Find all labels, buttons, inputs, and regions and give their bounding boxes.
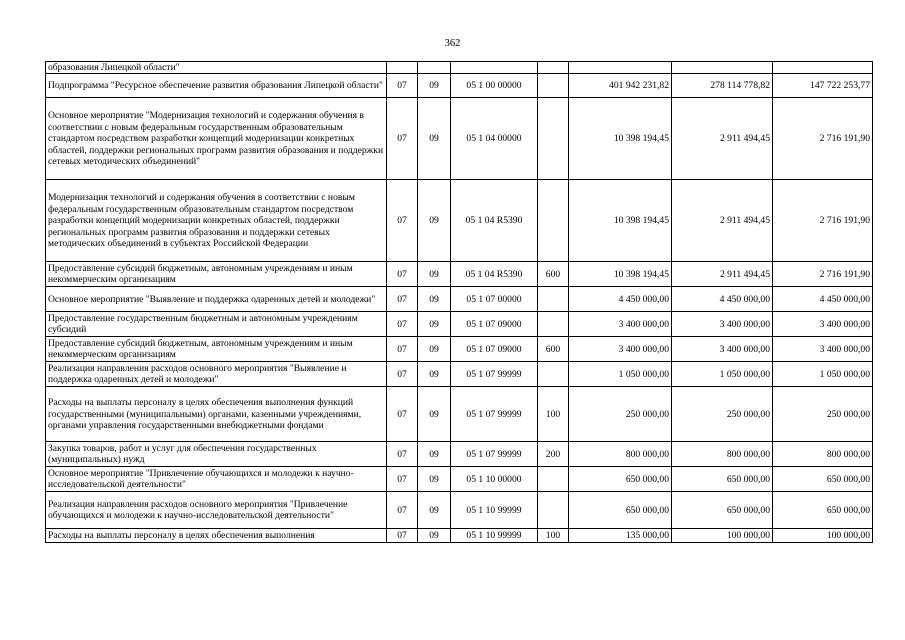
row-amount-year3-cell: 147 722 253,77 [773, 74, 873, 98]
row-name-cell: Основное мероприятие "Модернизация технологий и содержания обучения в соответствии с новым федеральным государственным образовательным стандартом посредством разработки концепций модернизации конкретных областей, поддержки региональных программ развития образования и поддержки сетевых методических объединений" [46, 98, 387, 180]
row-target-article-cell: 05 1 10 00000 [451, 467, 538, 492]
row-amount-year3-cell: 2 716 191,90 [773, 180, 873, 262]
row-section-cell: 07 [387, 180, 418, 262]
row-section-cell: 07 [387, 492, 418, 529]
row-target-article-cell: 05 1 07 00000 [451, 287, 538, 312]
row-amount-year3-cell: 1 050 000,00 [773, 362, 873, 387]
row-name-cell: Реализация направления расходов основного мероприятия "Привлечение обучающихся и молодежи к научно-исследовательской деятельности" [46, 492, 387, 529]
row-section-cell: 07 [387, 312, 418, 337]
row-amount-year3-cell: 650 000,00 [773, 467, 873, 492]
table-row [46, 62, 873, 74]
row-target-article-cell: 05 1 10 99999 [451, 529, 538, 543]
row-amount-year1-cell: 401 942 231,82 [569, 74, 672, 98]
row-expense-type-cell [538, 492, 569, 529]
row-amount-year3-cell: 650 000,00 [773, 492, 873, 529]
row-amount-year2-cell: 2 911 494,45 [672, 262, 773, 287]
page-number: 362 [444, 38, 461, 49]
row-amount-year1-cell: 1 050 000,00 [569, 362, 672, 387]
table-row [46, 312, 873, 337]
row-target-article-cell: 05 1 04 00000 [451, 98, 538, 180]
row-amount-year1-cell: 135 000,00 [569, 529, 672, 543]
row-amount-year1-cell: 3 400 000,00 [569, 312, 672, 337]
row-section-cell: 07 [387, 74, 418, 98]
row-amount-year1-cell: 650 000,00 [569, 467, 672, 492]
row-expense-type-cell [538, 287, 569, 312]
row-section-cell: 07 [387, 362, 418, 387]
row-amount-year2-cell: 100 000,00 [672, 529, 773, 543]
row-target-article-cell: 05 1 07 99999 [451, 362, 538, 387]
row-target-article-cell: 05 1 04 R5390 [451, 180, 538, 262]
row-expense-type-cell [538, 62, 569, 74]
table-row [46, 262, 873, 287]
row-section-cell: 07 [387, 262, 418, 287]
row-amount-year2-cell [672, 62, 773, 74]
row-amount-year2-cell: 800 000,00 [672, 442, 773, 467]
row-amount-year2-cell: 650 000,00 [672, 492, 773, 529]
row-target-article-cell: 05 1 07 99999 [451, 387, 538, 442]
row-name-cell: Предоставление государственным бюджетным и автономным учреждениям субсидий [46, 312, 387, 337]
table-row [46, 74, 873, 98]
row-subsection-cell: 09 [418, 337, 451, 362]
row-amount-year2-cell: 3 400 000,00 [672, 312, 773, 337]
row-target-article-cell: 05 1 07 99999 [451, 442, 538, 467]
row-target-article-cell: 05 1 07 09000 [451, 312, 538, 337]
row-amount-year3-cell: 2 716 191,90 [773, 262, 873, 287]
row-amount-year1-cell: 10 398 194,45 [569, 98, 672, 180]
row-target-article-cell: 05 1 00 00000 [451, 74, 538, 98]
table-row [46, 467, 873, 492]
row-name-cell: образования Липецкой области" [46, 62, 387, 74]
row-name-cell: Подпрограмма "Ресурсное обеспечение развития образования Липецкой области" [46, 74, 387, 98]
row-subsection-cell: 09 [418, 529, 451, 543]
table-row [46, 337, 873, 362]
row-subsection-cell: 09 [418, 492, 451, 529]
row-target-article-cell: 05 1 10 99999 [451, 492, 538, 529]
row-amount-year2-cell: 250 000,00 [672, 387, 773, 442]
row-target-article-cell: 05 1 04 R5390 [451, 262, 538, 287]
row-section-cell: 07 [387, 467, 418, 492]
row-amount-year3-cell: 3 400 000,00 [773, 337, 873, 362]
row-section-cell: 07 [387, 387, 418, 442]
row-subsection-cell: 09 [418, 262, 451, 287]
row-name-cell: Модернизация технологий и содержания обучения в соответствии с новым федеральным государственным образовательным стандартом посредством разработки концепций модернизации конкретных областей, поддержки региональных программ развития образования и поддержки сетевых методических объединений в субъектах Российской Федерации [46, 180, 387, 262]
row-subsection-cell: 09 [418, 442, 451, 467]
table-row [46, 492, 873, 529]
row-name-cell: Предоставление субсидий бюджетным, автономным учреждениям и иным некоммерческим организациям [46, 262, 387, 287]
row-expense-type-cell [538, 467, 569, 492]
row-name-cell: Реализация направления расходов основного мероприятия "Выявление и поддержка одаренных детей и молодежи" [46, 362, 387, 387]
row-section-cell [387, 62, 418, 74]
row-subsection-cell: 09 [418, 312, 451, 337]
row-section-cell: 07 [387, 442, 418, 467]
row-subsection-cell [418, 62, 451, 74]
row-expense-type-cell: 600 [538, 262, 569, 287]
row-expense-type-cell: 200 [538, 442, 569, 467]
row-name-cell: Основное мероприятие "Выявление и поддержка одаренных детей и молодежи" [46, 287, 387, 312]
row-amount-year3-cell: 4 450 000,00 [773, 287, 873, 312]
table-row [46, 529, 873, 543]
row-amount-year1-cell: 800 000,00 [569, 442, 672, 467]
row-amount-year1-cell: 650 000,00 [569, 492, 672, 529]
row-amount-year1-cell: 3 400 000,00 [569, 337, 672, 362]
row-subsection-cell: 09 [418, 387, 451, 442]
table-row [46, 442, 873, 467]
row-section-cell: 07 [387, 529, 418, 543]
row-name-cell: Основное мероприятие "Привлечение обучающихся и молодежи к научно-исследовательской деятельности" [46, 467, 387, 492]
row-amount-year3-cell [773, 62, 873, 74]
row-name-cell: Закупка товаров, работ и услуг для обеспечения государственных (муниципальных) нужд [46, 442, 387, 467]
row-name-cell: Предоставление субсидий бюджетным, автономным учреждениям и иным некоммерческим организациям [46, 337, 387, 362]
table-row [46, 362, 873, 387]
row-section-cell: 07 [387, 337, 418, 362]
row-section-cell: 07 [387, 287, 418, 312]
row-amount-year1-cell: 10 398 194,45 [569, 262, 672, 287]
row-expense-type-cell: 600 [538, 337, 569, 362]
row-amount-year1-cell [569, 62, 672, 74]
row-name-cell: Расходы на выплаты персоналу в целях обеспечения выполнения [46, 529, 387, 543]
row-expense-type-cell [538, 98, 569, 180]
row-amount-year2-cell: 278 114 778,82 [672, 74, 773, 98]
row-subsection-cell: 09 [418, 467, 451, 492]
row-target-article-cell: 05 1 07 09000 [451, 337, 538, 362]
table-row [46, 180, 873, 262]
table-row [46, 287, 873, 312]
row-amount-year1-cell: 4 450 000,00 [569, 287, 672, 312]
row-subsection-cell: 09 [418, 287, 451, 312]
row-amount-year1-cell: 10 398 194,45 [569, 180, 672, 262]
budget-table [45, 61, 873, 543]
table-row [46, 98, 873, 180]
row-amount-year3-cell: 2 716 191,90 [773, 98, 873, 180]
row-expense-type-cell [538, 362, 569, 387]
row-section-cell: 07 [387, 98, 418, 180]
row-amount-year2-cell: 2 911 494,45 [672, 98, 773, 180]
row-amount-year2-cell: 650 000,00 [672, 467, 773, 492]
row-amount-year2-cell: 1 050 000,00 [672, 362, 773, 387]
row-subsection-cell: 09 [418, 74, 451, 98]
row-expense-type-cell [538, 74, 569, 98]
row-expense-type-cell [538, 312, 569, 337]
row-expense-type-cell: 100 [538, 529, 569, 543]
row-expense-type-cell: 100 [538, 387, 569, 442]
row-amount-year3-cell: 100 000,00 [773, 529, 873, 543]
budget-table-body [46, 62, 873, 543]
row-amount-year2-cell: 2 911 494,45 [672, 180, 773, 262]
table-row [46, 387, 873, 442]
row-subsection-cell: 09 [418, 98, 451, 180]
row-subsection-cell: 09 [418, 362, 451, 387]
row-amount-year2-cell: 3 400 000,00 [672, 337, 773, 362]
row-amount-year2-cell: 4 450 000,00 [672, 287, 773, 312]
row-subsection-cell: 09 [418, 180, 451, 262]
row-expense-type-cell [538, 180, 569, 262]
row-amount-year3-cell: 250 000,00 [773, 387, 873, 442]
row-target-article-cell [451, 62, 538, 74]
row-amount-year1-cell: 250 000,00 [569, 387, 672, 442]
row-amount-year3-cell: 3 400 000,00 [773, 312, 873, 337]
row-amount-year3-cell: 800 000,00 [773, 442, 873, 467]
row-name-cell: Расходы на выплаты персоналу в целях обеспечения выполнения функций государственными (муниципальными) органами, казенными учреждениями, органами управления государственными внебюджетными фондами [46, 387, 387, 442]
